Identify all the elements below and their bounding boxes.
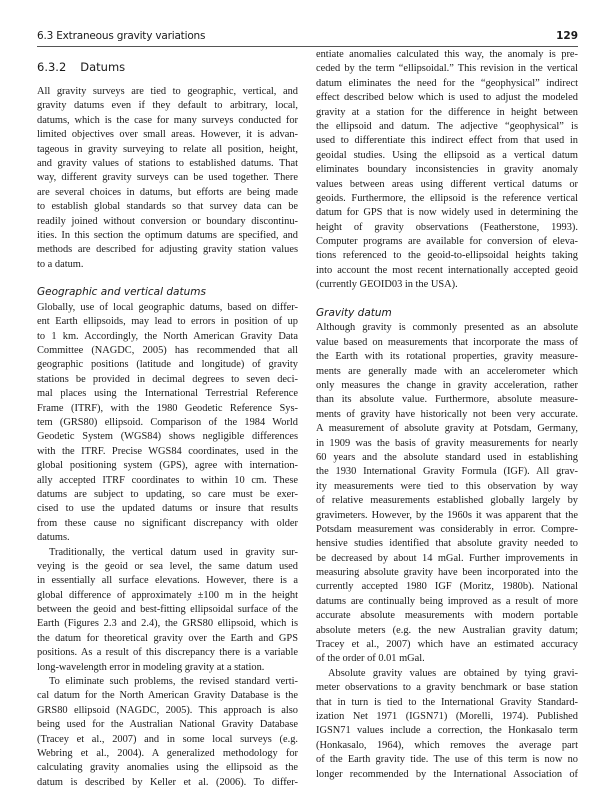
text-line: Earth (Figures 2.3 and 2.4), the GRS80 ellipsoid, which is: [37, 618, 298, 630]
text-line: datum is described by Keller et al. (2006). To differ-: [37, 776, 298, 788]
text-line: global positioning system (GPS), agree with internation-: [37, 460, 298, 472]
paragraph: [37, 546, 298, 676]
text-line: currently accepted 1980 IGF (Moritz, 1980b). National: [316, 581, 578, 593]
text-line: Traditionally, the vertical datum used in gravity sur-: [49, 546, 298, 558]
text-line: Absolute gravity values are obtained by tying gravi-: [328, 667, 578, 679]
text-line: eliminates boundary inconsistencies in gravity anomaly: [316, 164, 578, 176]
text-line: in essentially all surface elevations. However, there is a: [37, 575, 298, 587]
text-line: positions. As a result of this discrepancy there is a variable: [37, 647, 298, 659]
text-line: the ellipsoid and datum. The adjective “geophysical” is: [316, 120, 578, 132]
text-line: Potsdam measurement was considerably in error. Compre-: [316, 523, 578, 535]
text-line: are several choices in datums, but efforts are being made: [37, 186, 298, 198]
paragraph: [37, 675, 298, 790]
text-line: A measurement of absolute gravity at Potsdam, Germany,: [316, 423, 578, 435]
text-line: datum for GPS that is now widely used in determining the: [316, 207, 578, 219]
text-line: tem (GRS80) ellipsoid. Comparison of the 1984 World: [37, 416, 298, 428]
text-line: (Tracey et al., 2007) and in some local surveys (e.g.: [37, 733, 298, 745]
text-line: ally accepted ITRF coordinates to within 10 cm. These: [37, 474, 298, 486]
text-line: the datum for theoretical gravity over the Earth and GPS: [37, 632, 298, 644]
text-line: Geodetic System (WGS84) shows negligible differences: [37, 431, 298, 443]
text-line: geographic positions (latitude and longitude) of gravity: [37, 359, 298, 371]
section-heading: [37, 60, 125, 74]
text-line: ceded by the term “ellipsoidal.” This revision in the vertical: [316, 63, 578, 75]
text-line: absolute meters (e.g. the new Australian gravity datum;: [316, 624, 578, 636]
text-line: tageous in gravity surveying to relate all position, height,: [37, 143, 298, 155]
text-line: GRS80 ellipsoid (NAGDC, 2005). This approach is also: [37, 704, 298, 716]
text-line: being used for the Australian National Gravity Database: [37, 719, 298, 731]
text-line: 60 years and the absolute standard used in establishing: [316, 451, 578, 463]
text-line: calculating gravity anomalies using the ellipsoid as the: [37, 762, 298, 774]
text-line: of the Earth gravity tide. The use of this term is now no: [316, 754, 578, 766]
text-line: datum eliminates the need for the “geophysical” indirect: [316, 77, 578, 89]
text-line: long-wavelength error in modeling gravity at a station.: [37, 661, 265, 673]
text-line: gravimeters. However, by the 1960s it was apparent that the: [316, 509, 578, 521]
text-line: effect described below which is used to adjust the modeled: [316, 92, 578, 104]
text-line: hensive studies identified that absolute gravity needed to: [316, 538, 578, 550]
text-line: ization Net 1971 (IGSN71) (Morelli, 1974). Published: [316, 710, 578, 722]
text-line: All gravity surveys are tied to geographic, vertical, and: [37, 86, 298, 97]
text-line: Tracey et al., 2007) which have an estimated accuracy: [316, 639, 578, 651]
spacer: [37, 272, 298, 286]
text-line: to a datum.: [37, 258, 84, 270]
running-head-title: 6.3 Extraneous gravity variations: [37, 30, 206, 42]
text-line: geoidal studies. Using the ellipsoid as a vertical datum: [316, 149, 578, 161]
text-line: gravity datums even if they default to arbitrary, local,: [37, 100, 298, 112]
text-line: with the ITRF. Precise WGS84 coordinates, used in the: [37, 445, 298, 457]
text-line: stations be provided in decimal degrees to seven deci-: [37, 373, 298, 385]
text-line: global difference of approximately ±100 m in the height: [37, 589, 298, 601]
text-line: datums.: [37, 532, 70, 544]
text-line: mal places using the International Terrestrial Reference: [37, 388, 298, 400]
text-line: tions referenced to the geoid-to-ellipsoidal heights taking: [316, 250, 578, 262]
text-line: Globally, use of local geographic datums, based on differ-: [37, 301, 298, 313]
section-title: Datums: [80, 60, 126, 74]
text-line: cal datum for the North American Gravity Database is the: [37, 690, 298, 702]
text-line: used to differentiate this indirect effect from that used in: [316, 135, 578, 147]
text-line: (currently GEOID03 in the USA).: [316, 279, 458, 291]
text-line: meter observations to a gravity benchmark or base station: [316, 682, 578, 694]
text-line: datums are subject to updating, so care must be exer-: [37, 488, 298, 500]
paragraph: [316, 48, 578, 293]
spacer: [316, 293, 578, 307]
text-line: datums are continually being improved as a result of more: [316, 595, 578, 607]
text-line: that in turn is tied to the International Gravity Standard-: [316, 696, 578, 708]
text-line: cised to use the updated datums or insure that results: [37, 503, 298, 515]
paragraph: [316, 321, 578, 666]
text-line: gravity at a station for the difference in height between: [316, 106, 578, 118]
text-line: in 1909 was the basis of gravity measurements for nearly: [316, 437, 578, 449]
subheading: Gravity datum: [316, 307, 392, 320]
text-line: Committee (NAGDC, 2005) has recommended that all: [37, 345, 298, 357]
text-line: ity measurements were tied to this observation by way: [316, 480, 578, 492]
left-column: [37, 85, 298, 790]
text-line: the Earth with its rotational properties, gravity measure-: [316, 351, 578, 363]
text-line: and gravity values of stations to established datums. That: [37, 157, 298, 169]
text-line: of the order of 0.01 mGal.: [316, 653, 425, 665]
text-line: limited objectives over small areas. However, it is advan-: [37, 129, 298, 141]
text-line: geoids. Furthermore, the ellipsoid is the reference vertical: [316, 192, 578, 204]
running-head: [37, 30, 578, 47]
text-line: IGSN71 values include a correction, the Honkasalo term: [316, 725, 578, 737]
text-line: ments of gravity have historically not been very accurate.: [316, 408, 578, 420]
text-line: Although gravity is commonly presented as an absolute: [316, 322, 578, 334]
text-line: into account the most recent internationally accepted geoid: [316, 264, 578, 276]
paragraph: [316, 667, 578, 782]
text-line: accurate absolute measurements with modern portable: [316, 610, 578, 622]
text-line: methods are described for adjusting gravity station values: [37, 244, 298, 256]
paragraph: [37, 85, 298, 272]
text-line: veying is the geoid or sea level, the same datum used: [37, 560, 298, 572]
text-line: from these cause no significant discrepancy with older: [37, 517, 298, 529]
text-line: values between areas using different vertical datums or: [316, 178, 578, 190]
text-line: ities. In this section the optimum datums are specified, and: [37, 229, 298, 241]
text-line: way, different gravity surveys can be used together. There: [37, 172, 298, 184]
paragraph: [37, 301, 298, 546]
text-line: measuring absolute gravity have been incorporated into the: [316, 567, 578, 579]
text-line: Frame (ITRF), with the 1980 Geodetic Reference Sys-: [37, 402, 298, 414]
text-line: Computer programs are available for conversion of eleva-: [316, 236, 578, 248]
text-line: to 1 km. Accordingly, the North American Gravity Data: [37, 330, 298, 342]
text-line: longer recommended by the International Association of: [316, 768, 578, 780]
text-line: height of gravity observations (Featherstone, 1993).: [316, 221, 578, 233]
page-number: 129: [556, 30, 578, 42]
section-number: 6.3.2: [37, 60, 67, 74]
text-line: ments are generally made with an accelerometer which: [316, 365, 578, 377]
text-line: only measures the change in gravity acceleration, rather: [316, 379, 578, 391]
text-line: to establish global standards so that survey data can be: [37, 201, 298, 213]
text-line: than its absolute value. Furthermore, absolute measure-: [316, 394, 578, 406]
text-line: Webring et al., 2004). A generalized methodology for: [37, 747, 298, 759]
text-line: value based on measurements that incorporate the mass of: [316, 336, 578, 348]
text-line: entiate anomalies calculated this way, the anomaly is pre-: [316, 49, 578, 60]
text-line: the 1930 International Gravity Formula (IGF). All grav-: [316, 466, 578, 478]
text-line: between the geoid and best-fitting ellipsoidal surface of the: [37, 604, 298, 616]
text-line: To eliminate such problems, the revised standard verti-: [49, 676, 298, 688]
text-line: (Honkasalo, 1964), which removes the average part: [316, 739, 578, 751]
text-line: of relative measurements established globally largely by: [316, 495, 578, 507]
text-line: be decreased by about 14 mGal. Further improvements in: [316, 552, 578, 564]
right-column: [316, 48, 578, 782]
text-line: readily joined without conversion or boundary discontinu-: [37, 215, 298, 227]
text-line: datums, which is the case for many surveys conducted for: [37, 114, 298, 126]
subheading: Geographic and vertical datums: [37, 286, 206, 299]
text-line: ent Earth ellipsoids, may lead to errors in position of up: [37, 316, 298, 328]
